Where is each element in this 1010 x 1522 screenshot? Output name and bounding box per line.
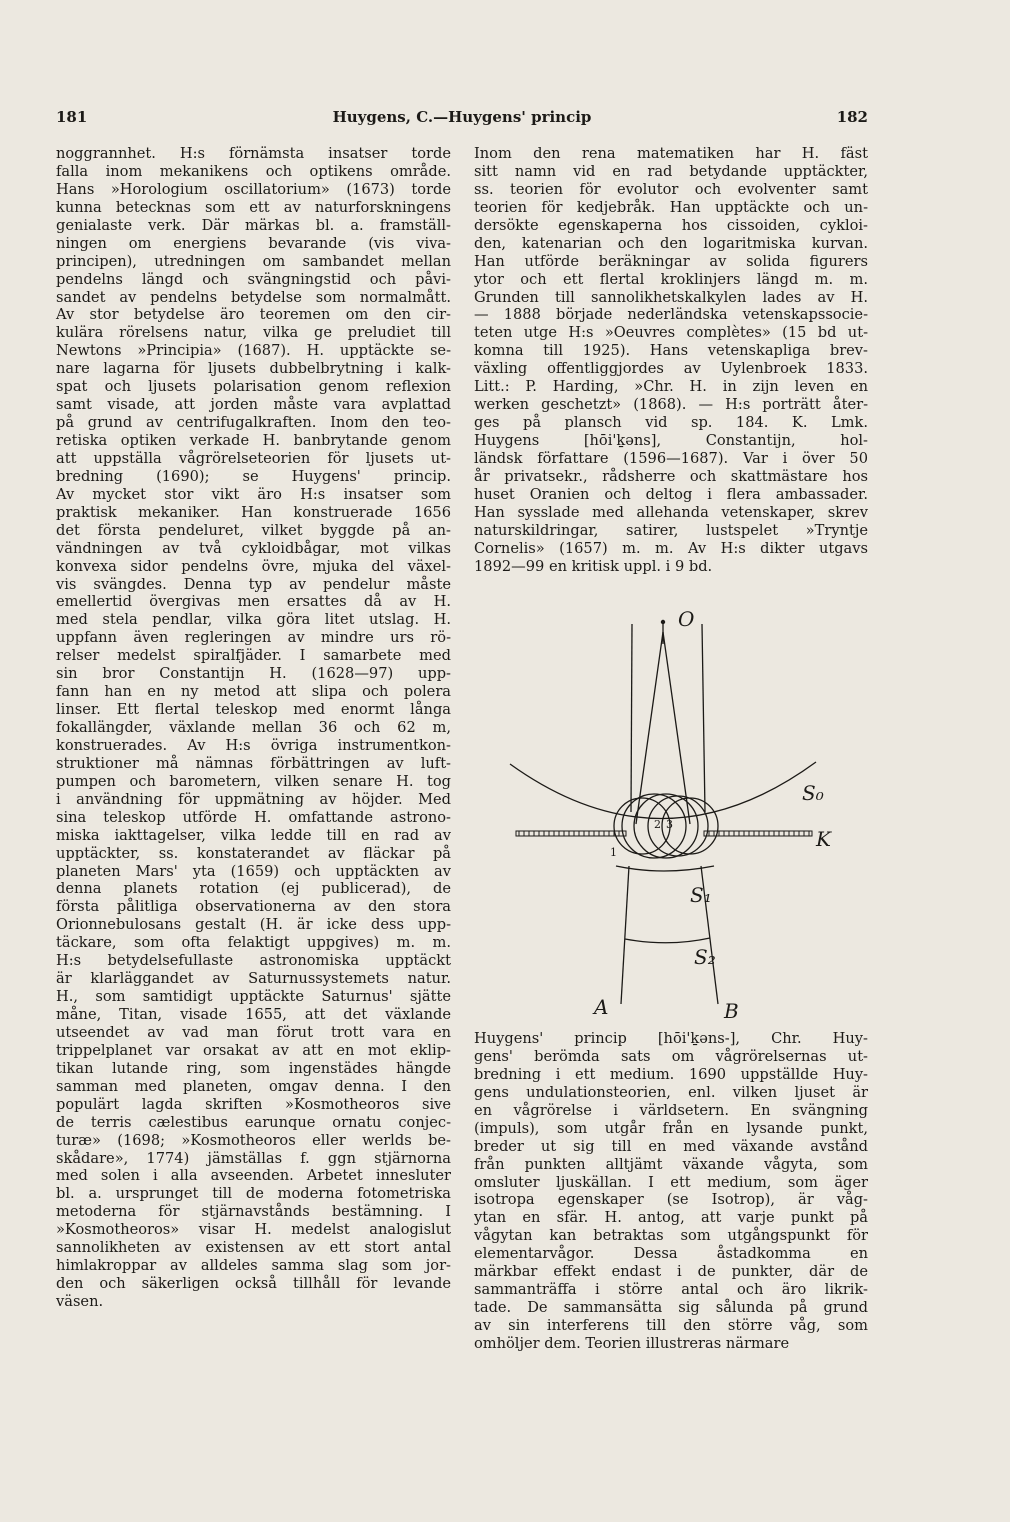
- text-line: trippelplanet var orsakat av att en mot eklip-: [56, 1041, 451, 1059]
- text-line: Hans »Horologium oscillatorium» (1673) torde: [56, 180, 451, 198]
- text-line: teten utge H:s »Oeuvres complètes» (15 bd ut-: [474, 324, 868, 342]
- text-line: av sin interferens till den större våg, som: [474, 1317, 868, 1334]
- text-line: Inom den rena matematiken har H. fäst: [474, 145, 868, 162]
- label-n2: 2: [654, 818, 661, 831]
- text-line: ytan en sfär. H. antog, att varje punkt på: [474, 1209, 868, 1227]
- text-line: växling offentliggjordes av Uylenbroek 1833.: [474, 360, 868, 378]
- text-line: med solen i alla avseenden. Arbetet innesluter: [56, 1167, 451, 1185]
- label-n3: 3: [666, 818, 673, 831]
- text-line: täckare, som ofta felaktigt uppgives) m. m.: [56, 934, 451, 952]
- text-line: denna planets rotation (ej publicerad), de: [56, 880, 451, 898]
- text-line: Huygens [hōi'ḵəns], Constantijn, hol-: [474, 432, 868, 449]
- text-line: konvexa sidor pendelns övre, mjuka del växel-: [56, 557, 451, 575]
- text-line: Grunden till sannolikhetskalkylen lades av H.: [474, 288, 868, 306]
- text-line: kulära rörelsens natur, vilka ge preludiet till: [56, 324, 451, 342]
- wavefront-s1: [616, 866, 714, 871]
- text-line: vändningen av två cykloidbågar, mot vilkas: [56, 539, 451, 557]
- text-line: väsen.: [56, 1293, 104, 1310]
- text-line: linser. Ett flertal teleskop med enormt långa: [56, 701, 451, 719]
- text-line: falla inom mekanikens och optikens område.: [56, 162, 451, 180]
- text-line: det första pendeluret, vilket byggde på an-: [56, 521, 451, 539]
- text-line: Cornelis» (1657) m. m. Av H:s dikter utgavs: [474, 539, 868, 557]
- text-line: samman med planeten, omgav denna. I den: [56, 1077, 451, 1095]
- text-line: Litt.: P. Harding, »Chr. H. in zijn leven en: [474, 378, 868, 396]
- text-line: upptäckter, ss. konstaterandet av fläckar på: [56, 844, 451, 862]
- text-line: måne, Titan, visade 1655, att det växlande: [56, 1006, 451, 1023]
- text-line: H:s betydelsefullaste astronomiska upptäckt: [56, 952, 451, 970]
- text-line: Orionnebulosans gestalt (H. är icke dess upp-: [56, 916, 451, 934]
- text-line: isotropa egenskaper (se Isotrop), är våg-: [474, 1191, 868, 1209]
- page-number-left: 181: [56, 108, 88, 126]
- text-line: skådare», 1774) jämställas f. ggn stjärnorna: [56, 1149, 451, 1167]
- text-line: gens undulationsteorien, enl. vilken ljuset är: [474, 1083, 868, 1101]
- label-k: K: [816, 827, 831, 851]
- text-line: konstruerades. Av H:s övriga instrumentkon-: [56, 736, 451, 754]
- text-line: utseendet av vad man förut trott vara en: [56, 1023, 451, 1041]
- right-column-top: [474, 145, 868, 576]
- text-line: sina teleskop utförde H. omfattande astrono-: [56, 808, 451, 826]
- text-line: teorien för kedjebråk. Han upptäckte och un-: [474, 198, 868, 216]
- text-line: (impuls), som utgår från en lysande punkt,: [474, 1119, 868, 1137]
- label-b: B: [724, 999, 739, 1022]
- left-column: [56, 145, 451, 1311]
- label-a: A: [594, 995, 609, 1019]
- text-line: fokallängder, växlande mellan 36 och 62 m,: [56, 719, 451, 736]
- text-line: relser medelst spiralfjäder. I samarbete med: [56, 647, 451, 665]
- text-line: ss. teorien för evolutor och evolventer samt: [474, 180, 868, 198]
- text-line: är klarläggandet av Saturnussystemets natur.: [56, 970, 451, 988]
- page-header: [56, 104, 868, 130]
- text-line: sannolikheten av existensen av ett stort antal: [56, 1239, 451, 1257]
- text-line: retiska optiken verkade H. banbrytande genom: [56, 432, 451, 449]
- text-line: H., som samtidigt upptäckte Saturnus' sjätte: [56, 988, 451, 1006]
- text-line: omhöljer dem. Teorien illustreras närmare: [474, 1334, 790, 1352]
- text-line: första pålitliga observationerna av den stora: [56, 898, 451, 916]
- text-line: Av mycket stor vikt äro H:s insatser som: [56, 485, 451, 503]
- text-line: vis svängdes. Denna typ av pendelur måste: [56, 575, 451, 593]
- text-line: bl. a. ursprunget till de moderna fotometriska: [56, 1185, 451, 1203]
- text-line: de terris cælestibus earunque ornatu conjec-: [56, 1113, 451, 1131]
- text-line: bredning (1690); se Huygens' princip.: [56, 467, 451, 485]
- text-line: Han sysslade med allehanda vetenskaper, skrev: [474, 503, 868, 521]
- label-s2: S₂: [694, 945, 716, 969]
- text-line: år privatsekr., rådsherre och skattmästare hos: [474, 467, 868, 485]
- text-line: »Kosmotheoros» visar H. medelst analogislut: [56, 1221, 451, 1239]
- text-line: vågytan kan betraktas som utgångspunkt för: [474, 1227, 868, 1245]
- text-line: kunna betecknas som ett av naturforskningens: [56, 198, 451, 216]
- text-line: ges på plansch vid sp. 184. K. Lmk.: [474, 414, 868, 432]
- text-line: ländsk författare (1596—1687). Var i över 50: [474, 449, 868, 467]
- text-line: samt visade, att jorden måste vara avplattad: [56, 396, 451, 414]
- text-line: elementarvågor. Dessa åstadkomma en: [474, 1245, 868, 1263]
- ray-lower-left: [621, 866, 629, 1004]
- text-line: att uppställa vågrörelseteorien för ljusets ut-: [56, 449, 451, 467]
- text-line: — 1888 började nederländska vetenskapssocie-: [474, 306, 868, 324]
- text-line: dersökte egenskaperna hos cissoiden, cykloi-: [474, 216, 868, 234]
- text-line: naturskildringar, satirer, lustspelet »Tryntje: [474, 521, 868, 539]
- wavefront-diagram: [504, 604, 860, 1022]
- text-line: pumpen och barometern, vilken senare H. tog: [56, 772, 451, 790]
- text-line: i användning för uppmätning av höjder. Med: [56, 790, 451, 808]
- text-line: spat och ljusets polarisation genom reflexion: [56, 378, 451, 396]
- text-line: sandet av pendelns betydelse som normalmått.: [56, 288, 451, 306]
- text-line: werken geschetzt» (1868). — H:s porträtt åter-: [474, 396, 868, 414]
- text-line: huset Oranien och deltog i flera ambassader.: [474, 485, 868, 503]
- text-line: uppfann även regleringen av mindre urs rö-: [56, 629, 451, 647]
- text-line: omsluter ljuskällan. I ett medium, som äger: [474, 1173, 868, 1191]
- text-line: praktisk mekaniker. Han konstruerade 1656: [56, 503, 451, 521]
- text-line: sitt namn vid en rad betydande upptäckter,: [474, 162, 868, 180]
- text-line: metoderna för stjärnavstånds bestämning. I: [56, 1203, 451, 1221]
- text-line: på grund av centrifugalkraften. Inom den teo-: [56, 414, 451, 432]
- text-line: miska iakttagelser, vilka ledde till en rad av: [56, 826, 451, 844]
- text-line: planeten Mars' yta (1659) och upptäckten av: [56, 862, 451, 880]
- text-line: komna till 1925). Hans vetenskapliga brev-: [474, 342, 868, 360]
- label-n1: 1: [610, 846, 617, 859]
- text-line: en vågrörelse i världsetern. En svängning: [474, 1101, 868, 1119]
- label-s1: S₁: [690, 883, 712, 907]
- text-line: märkbar effekt endast i de punkter, där de: [474, 1263, 868, 1281]
- wavefront-s2: [625, 938, 710, 943]
- vertical-right-upper: [702, 624, 705, 812]
- text-line: tikan lutande ring, som ingenstädes hängde: [56, 1059, 451, 1077]
- text-line: Av stor betydelse äro teoremen om den cir-: [56, 306, 451, 324]
- text-line: med stela pendlar, vilka göra litet utslag. H.: [56, 611, 451, 629]
- text-line: den, katenarian och den logaritmiska kurvan.: [474, 234, 868, 252]
- source-point-o: [661, 620, 665, 624]
- text-line: den och säkerligen också tillhåll för levande: [56, 1275, 451, 1293]
- text-line: tade. De sammansätta sig sålunda på grund: [474, 1299, 868, 1317]
- huygens-principle-figure: [504, 604, 860, 1022]
- label-s0: S₀: [802, 781, 824, 805]
- text-line: breder ut sig till en med växande avstånd: [474, 1137, 868, 1155]
- text-line: 1892—99 en kritisk uppl. i 9 bd.: [474, 557, 713, 575]
- text-line: från punkten alltjämt växande vågyta, som: [474, 1155, 868, 1173]
- text-line: turæ» (1698; »Kosmotheoros eller werlds be-: [56, 1131, 451, 1149]
- text-line: gens' berömda sats om vågrörelsernas ut-: [474, 1047, 868, 1065]
- text-line: sin bror Constantijn H. (1628—97) upp-: [56, 665, 451, 683]
- text-line: populärt lagda skriften »Kosmotheoros sive: [56, 1095, 451, 1113]
- text-line: Han utförde beräkningar av solida figurers: [474, 252, 868, 270]
- text-line: noggrannhet. H:s förnämsta insatser torde: [56, 145, 451, 162]
- text-line: principen), utredningen om sambandet mellan: [56, 252, 451, 270]
- text-line: struktioner må nämnas förbättringen av luft-: [56, 754, 451, 772]
- text-line: Huygens' princip [hōi'ḵəns-], Chr. Huy-: [474, 1030, 868, 1047]
- text-line: emellertid övergivas men ersattes då av H.: [56, 593, 451, 611]
- text-line: sammanträffa i större antal och äro likrik-: [474, 1281, 868, 1299]
- text-line: himlakroppar av alldeles samma slag som jor-: [56, 1257, 451, 1275]
- wavefront-s0: [510, 762, 816, 819]
- vertical-left-upper: [631, 624, 632, 812]
- text-line: pendelns längd och svängningstid och påvi-: [56, 270, 451, 288]
- right-column-bottom: [474, 1030, 868, 1353]
- text-line: ningen om energiens bevarande (vis viva-: [56, 234, 451, 252]
- text-line: bredning i ett medium. 1690 uppställde Huy-: [474, 1065, 868, 1083]
- page-number-right: 182: [836, 108, 868, 126]
- text-line: fann han en ny metod att slipa och polera: [56, 683, 451, 701]
- text-line: Newtons »Principia» (1687). H. upptäckte se-: [56, 342, 451, 360]
- text-line: ytor och ett flertal kroklinjers längd m. m.: [474, 270, 868, 288]
- text-line: genialaste verk. Där märkas bl. a. framställ-: [56, 216, 451, 234]
- text-line: nare lagarna för ljusets dubbelbrytning i kalk-: [56, 360, 451, 378]
- label-o: O: [678, 607, 695, 631]
- running-title: Huygens, C.—Huygens' princip: [332, 108, 592, 126]
